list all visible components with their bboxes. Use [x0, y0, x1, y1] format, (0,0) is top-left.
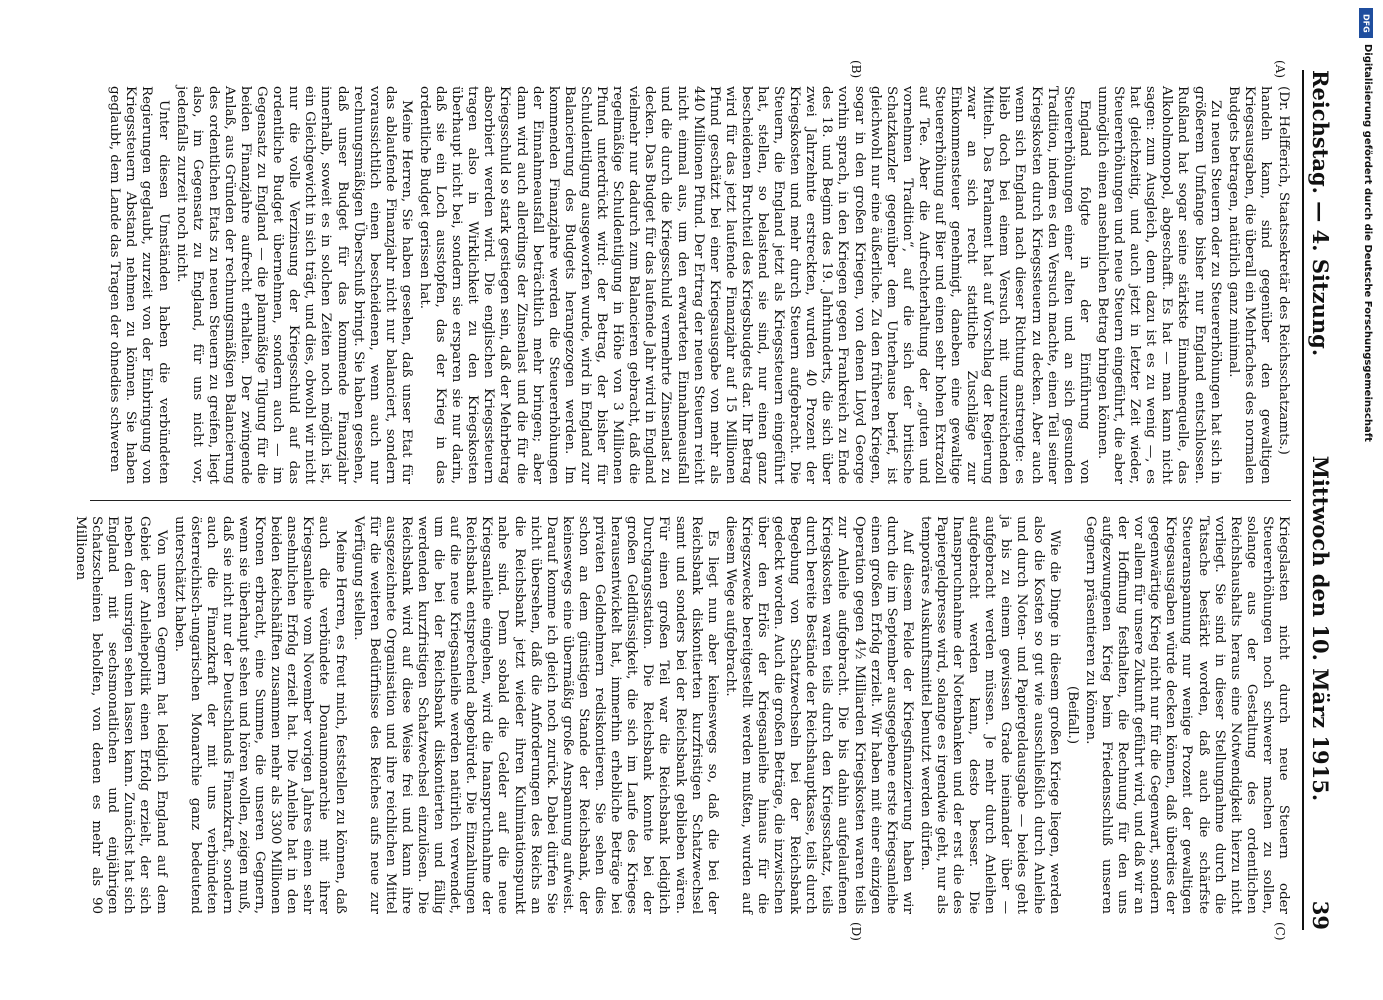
- paragraph: Unter diesen Umständen haben die verbündeten Regierungen geglaubt, zurzeit von der Einbringung von Kriegssteuern Abstand nehmen zu können. Sie haben geglaubt, dem Lande das Tragen der ohnedies schweren: [107, 86, 171, 484]
- header-date: Mittwoch den 10. März 1915.: [1308, 455, 1334, 802]
- paragraph: Wie die Dinge in diesem großen Kriege liegen, werden also die Kosten so gut wie ausschließlich durch Anleihe und durch Noten- und Papiergeldausgabe — beides geht ja bis zu einem gewissen Grade ineinander über — aufgebracht werden müssen. Je mehr durch Anleihen aufgebracht werden kann, desto besser. Die Inanspruchnahme der Notenbanken und der erst die des Papiergeldpresse wird, solange es irgendwie geht, nur als temporäres Auskunftsmittel benutzt werden dürfen.: [917, 516, 1062, 914]
- margin-mark-a: (A): [1273, 60, 1287, 79]
- speaker-line: (Dr. Helfferich, Staatssekretär des Reichsschatzamts.): [1276, 86, 1291, 455]
- side-caption: [1356, 8, 1376, 992]
- paragraph: England folgte in der Einführung von Steuererhöhungen einer alten und an sich gesunden Tradition, indem es den Versuch machte, einen Teil seiner Kriegskosten durch Kriegssteuern zu decken. Aber auch wenn sich England nach dieser Richtung anstrengte: es blieb doch bei einem Versuch mit unzureichenden Mitteln. Das Parlament hat auf Vorschlag der Regierung zwar an sich recht stattliche Zuschläge zur Einkommensteuer genehmigt, daneben eine gewaltige Steuererhöhung auf Bier und einen sehr hohen Extrazoll auf Tee. Aber die Aufrechterhaltung der „guten und vornehmen Tradition“, auf die sich der britische Schatzkanzler gegenüber dem Unterhause berief, ist gleichwohl nur eine äußerliche. Zu den früheren Kriegen, sogar in den großen Kriegen, von denen Lloyd George vorhin sprach, in den Kriegen gegen Frankreich zu Ende des 18. und Beginn des 19. Jahrhunderts, die sich über zwei Jahrzehnte erstreckten, wurden 40 Prozent der Kriegskosten und mehr durch Steuern aufgebracht. Die Steuern, die England jetzt als Kriegssteuern eingeführt hat, stellen, so belastend sie sind, nur einen ganz bescheidenen Bruchteil des Kriegsbudgets dar. Ihr Betrag wird für das jetzt laufende Finanzjahr auf 15 Millionen Pfund geschätzt bei einer Kriegsausgabe von mehr als 440 Millionen Pfund. Der Ertrag der neuen Steuern reicht nicht einmal aus, um den erwarteten Einnahmeausfall und die durch die Kriegsschuld vermehrte Zinsenlast zu decken. Das Budget für das laufende Jahr wird in England vielmehr nur dadurch zum Balancieren gebracht, daß die regelmäßige Schuldentilgung in Höhe von 3 Millionen Pfund unterdrückt wird: der Betrag, der bisher für Schuldentilgung ausgeworfen wurde, wird in England zur Balancierung des Budgets herangezogen werden. Im kommenden Finanzjahre werden die Steuererhöhungen der Einnahmeausfall beträchtlich mehr bringen; aber dann wird auch allerdings der Zinsenlast und die für die Kriegsschuld so stark gestiegen sein, daß der Mehrbetrag absorbiert werden wird. Die englischen Kriegssteuern tragen also in Wirklichkeit zu den Kriegskosten überhaupt nicht bei, sondern sie ersparen sie nur darin, daß sie ein Loch ausstopfen, das der Krieg in das ordentliche Budget gerissen hat.: [417, 86, 1092, 484]
- page-header: [1302, 70, 1338, 930]
- paragraph: Auf diesem Felde der Kriegsfinanzierung haben wir durch die im September ausgegebene erste Kriegsanleihe einen großen Erfolg erzielt. Wir haben mit einer einzigen Operation gegen 4½ Milliarden Kriegskosten waren teils zur Anleihe aufgebracht. Die bis dahin aufgelaufenen Kriegskosten waren teils durch den Kriegsschatz, teils durch bereite Bestände der Reichshauptkasse, teils durch Begebung von Schatzwechseln bei der Reichsbank gedeckt worden. Auch die großen Beträge, die inzwischen über den Erlös der Kriegsanleihe hinaus für die Kriegszwecke bereitgestellt werden mußten, wurden auf diesem Wege aufgebracht.: [722, 516, 915, 914]
- paragraph: handeln kann, sind gegenüber den gewaltigen Kriegsausgaben, die überall ein Mehrfaches des normalen Budgets betragen, natürlich ganz minimal.: [1225, 86, 1273, 484]
- paragraph: Kriegslasten nicht durch neue Steuern oder Steuererhöhungen noch schwerer machen zu sollen, solange aus der Gestaltung des ordentlichen Reichshaushalts heraus eine Notwendigkeit hierzu nicht vorliegt. Sie sind in dieser Stellungnahme durch die Tatsache bestärkt worden, daß auch die schärfste Steueranspannung nur wenige Prozent der gewaltigen Kriegsausgaben würde decken können, daß überdies der gegenwärtige Krieg nicht nur für die Gegenwart, sondern vor allem für unsere Zukunft geführt wird, und daß wir an der Hoffnung festhalten, die Rechnung für den uns aufgezwungenen Krieg beim Friedensschluß unseren Gegnern präsentieren zu können.: [1082, 516, 1291, 914]
- left-column: [90, 86, 1291, 484]
- header-left: Reichstag. — 4. Sitzung.: [1308, 70, 1334, 357]
- paragraph: Zu neuen Steuern oder zu Steuererhöhungen hat sich in größerem Umfange bisher nur England entschlossen. Rußland hat sogar seine stärkste Einnahmequelle, das Alkoholmonopol, abgeschafft. Es hat — man kann nicht sagen: zum Ausgleich, denn dazu ist es zu wenig —, es hat gleichzeitig, und auch jetzt in letzter Zeit wieder, Steuererhöhungen und neue Steuern eingeführt, die aber unmöglich einen ansehnlichen Betrag bringen können.: [1094, 86, 1223, 485]
- column-divider: [90, 500, 1291, 501]
- margin-mark-c: (C): [1273, 922, 1287, 941]
- dfg-logo: DFG: [1359, 8, 1373, 38]
- margin-mark-d: (D): [849, 922, 863, 941]
- right-column: [73, 516, 1291, 914]
- applause-note: (Beifall.): [1064, 685, 1080, 745]
- digitization-note: Digitalisierung gefördert durch die Deutsche Forschungsgemeinschaft: [1362, 44, 1373, 442]
- paragraph: Von unseren Gegnern hat lediglich England auf dem Gebiet der Anleihepolitik einen Erfolg erzielt, der sich neben den unsrigen sehen lassen kann. Zunächst hat sich England mit sechsmonatlichen und einjährigen Schatzscheinen beholfen, von denen es mehr als 90 Millionen: [73, 516, 169, 914]
- paragraph: Meine Herren, Sie haben gesehen, daß unser Etat für das ablaufende Finanzjahr nicht nur balanciert, sondern voraussichtlich einen bescheidenen, wenn auch nur rechnungsmäßigen Überschuß bringt. Sie haben gesehen, daß unser Budget für das kommende Finanzjahr innerhalb, soweit es in solchen Zeiten noch möglich ist, ein Gleichgewicht in sich trägt, und dies, obwohl wir nicht nur die volle Verzinsung der Kriegsschuld auf das ordentliche Budget übernehmen, sondern auch — im Gegensatz zu England — die planmäßige Tilgung für die beiden Finanzjahre aufrecht erhalten. Der zwingende Anlaß, aus Gründen der rechnungsmäßigen Balancierung des ordentlichen Etats zu neuen Steuern zu greifen, liegt also, im Gegensatz zu England, für uns nicht vor, jedenfalls zurzeit noch nicht.: [173, 86, 414, 484]
- paragraph: Meine Herren, es freut mich, feststellen zu können, daß auch die verbündete Donaumonarchie mit ihrer Kriegsanleihe vom November vorigen Jahres einen sehr ansehnlichen Erfolg erzielt hat. Die Anleihe hat in den beiden Reichshälften zusammen mehr als 3300 Millionen Kronen erbracht, eine Summe, die unseren Gegnern, wenn sie überhaupt sehen und hören wollen, zeigen muß, daß sie nicht nur der Deutschlands Finanzkraft, sondern auch die Finanzkraft der mit uns verbündeten österreichisch-ungarischen Monarchie ganz bedeutend unterschätzt haben.: [171, 516, 348, 914]
- margin-mark-b: (B): [849, 60, 863, 79]
- page-number: 39: [1308, 900, 1334, 930]
- paragraph: Es liegt nun aber keineswegs so, daß die bei der Reichsbank diskontierten kurzfristigen Schatzwechsel samt und sonders bei der Reichsbank geblieben wären. Für einen großen Teil war die Reichsbank lediglich Durchgangsstation. Die Reichsbank konnte bei der großen Geldflüssigkeit, die sich im Laufe des Krieges herausentwickelt hat, immerhin erhebliche Beträge bei privaten Geldnehmern rediskontieren. Sie sehen dies schon an dem günstigen Stande der Reichsbank, der keineswegs eine übermäßig große Anspannung aufweist. Darauf komme ich gleich noch zurück. Dabei dürfen Sie nicht übersehen, daß die Anforderungen des Reichs an die Reichsbank jetzt wieder ihren Kulminationspunkt nahe sind. Denn sobald die Gelder auf die neue Kriegsanleihe eingehen, wird die Inanspruchnahme der Reichsbank entsprechend abgebürdet. Die Einzahlungen auf die neue Kriegsanleihe werden natürlich verwendet, um die bei der Reichsbank diskontierten und fällig werdenden kurzfristigen Schatzwechsel einzulösen. Die Reichsbank wird auf diese Weise frei und kann ihre ausgezeichnete Organisation und ihre reichlichen Mittel für die weiteren Bedürfnisse des Reiches aufs neue zur Verfügung stellen.: [350, 516, 720, 914]
